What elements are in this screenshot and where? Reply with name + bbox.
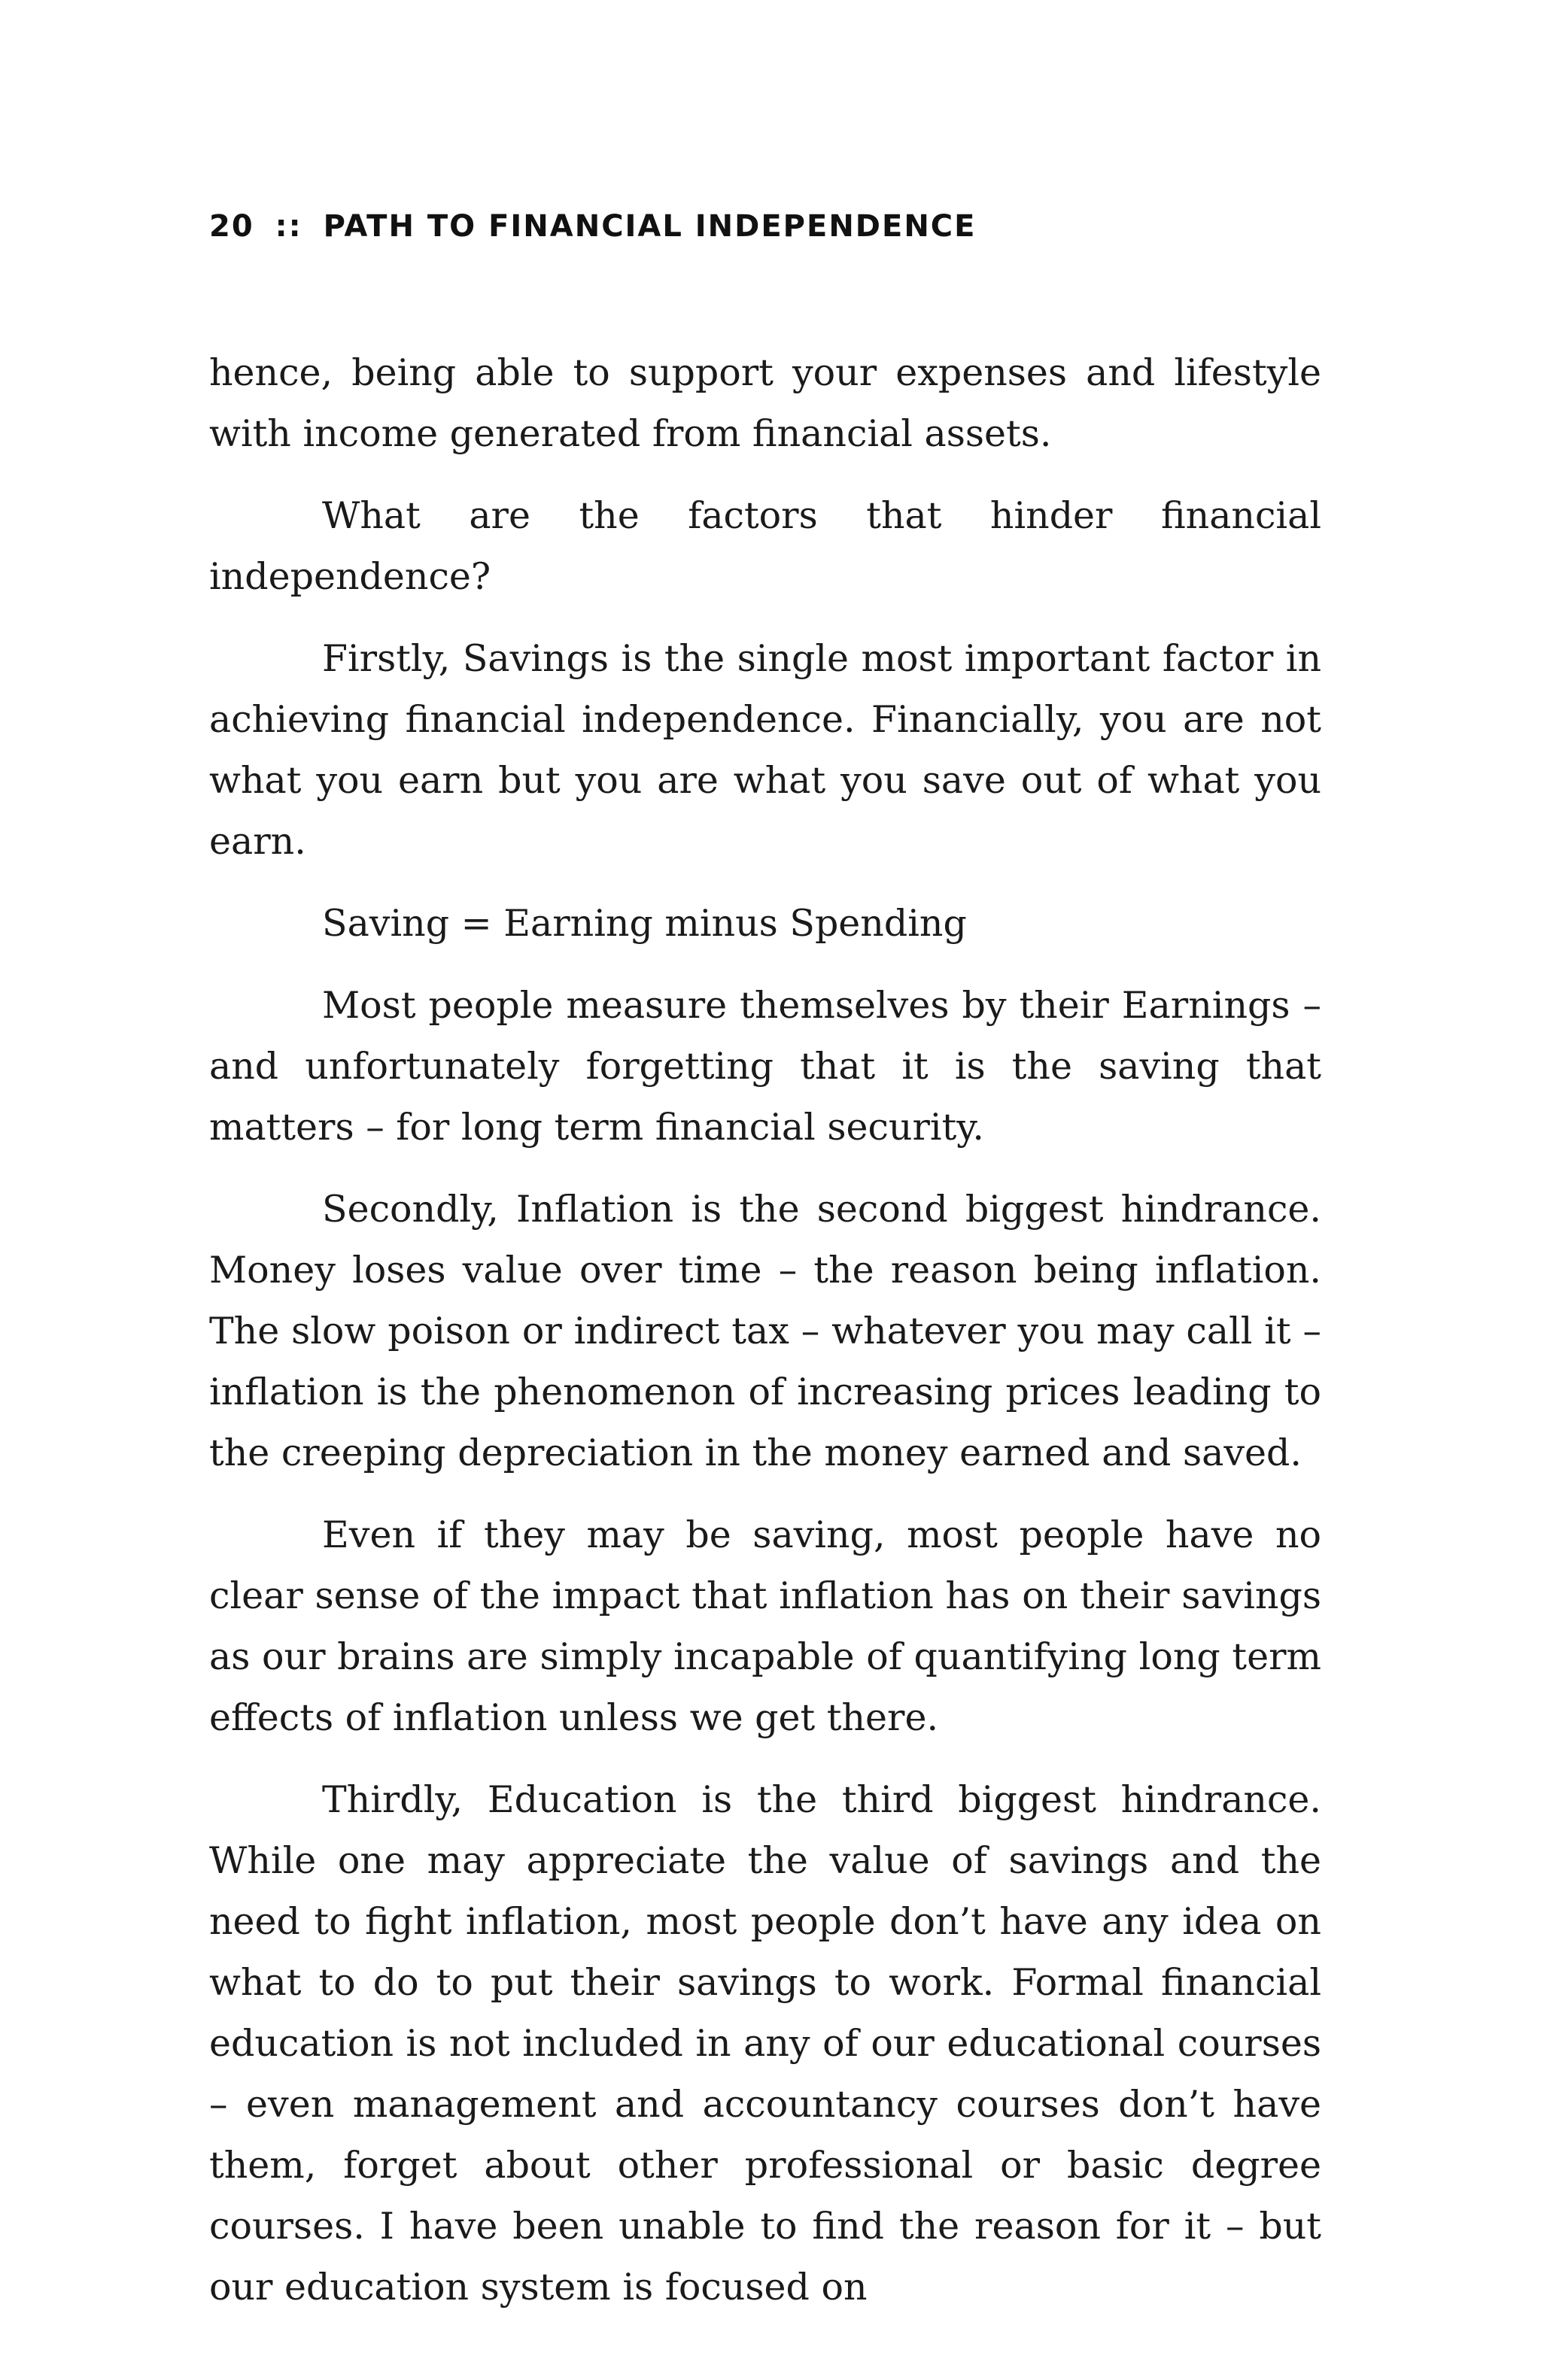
paragraph: Even if they may be saving, most people have no clear sense of the impact that inflation has on their savings as our brains are simply incapable of quantifying long term effects of inflation unless we get there. xyxy=(209,1513,1321,1739)
paragraph-equation: Saving = Earning minus Spending xyxy=(322,902,967,945)
paragraph: Most people measure themselves by their Earnings – and unfortunately forgetting that it is the saving that matters – for long term financial security. xyxy=(209,984,1321,1149)
paragraph: Thirdly, Education is the third biggest hindrance. While one may appreciate the value of savings and the need to fight inflation, most people don’t have any idea on what to do to put their savings to work. Formal financial education is not included in any of our educational courses – even management and accountancy courses don’t have them, forget about other professional or basic degree courses. I have been unable to find the reason for it – but our education system is focused on xyxy=(209,1778,1321,2309)
paragraph: Firstly, Savings is the single most important factor in achieving financial independence. Financially, you are not what you earn but you are what you save out of what you earn. xyxy=(209,637,1321,863)
running-header xyxy=(209,209,976,244)
page-number: 20 xyxy=(209,209,254,244)
body-text xyxy=(209,342,1321,2339)
paragraph: What are the factors that hinder financial independence? xyxy=(209,494,1321,598)
book-title: PATH TO FINANCIAL INDEPENDENCE xyxy=(323,209,977,244)
header-separator: :: xyxy=(275,209,302,244)
paragraph: Secondly, Inflation is the second biggest hindrance. Money loses value over time – the reason being inflation. The slow poison or indirect tax – whatever you may call it – inflation is the phenomenon of increasing prices leading to the creeping depreciation in the money earned and saved. xyxy=(209,1188,1321,1474)
paragraph: hence, being able to support your expenses and lifestyle with income generated from financial assets. xyxy=(209,351,1321,455)
